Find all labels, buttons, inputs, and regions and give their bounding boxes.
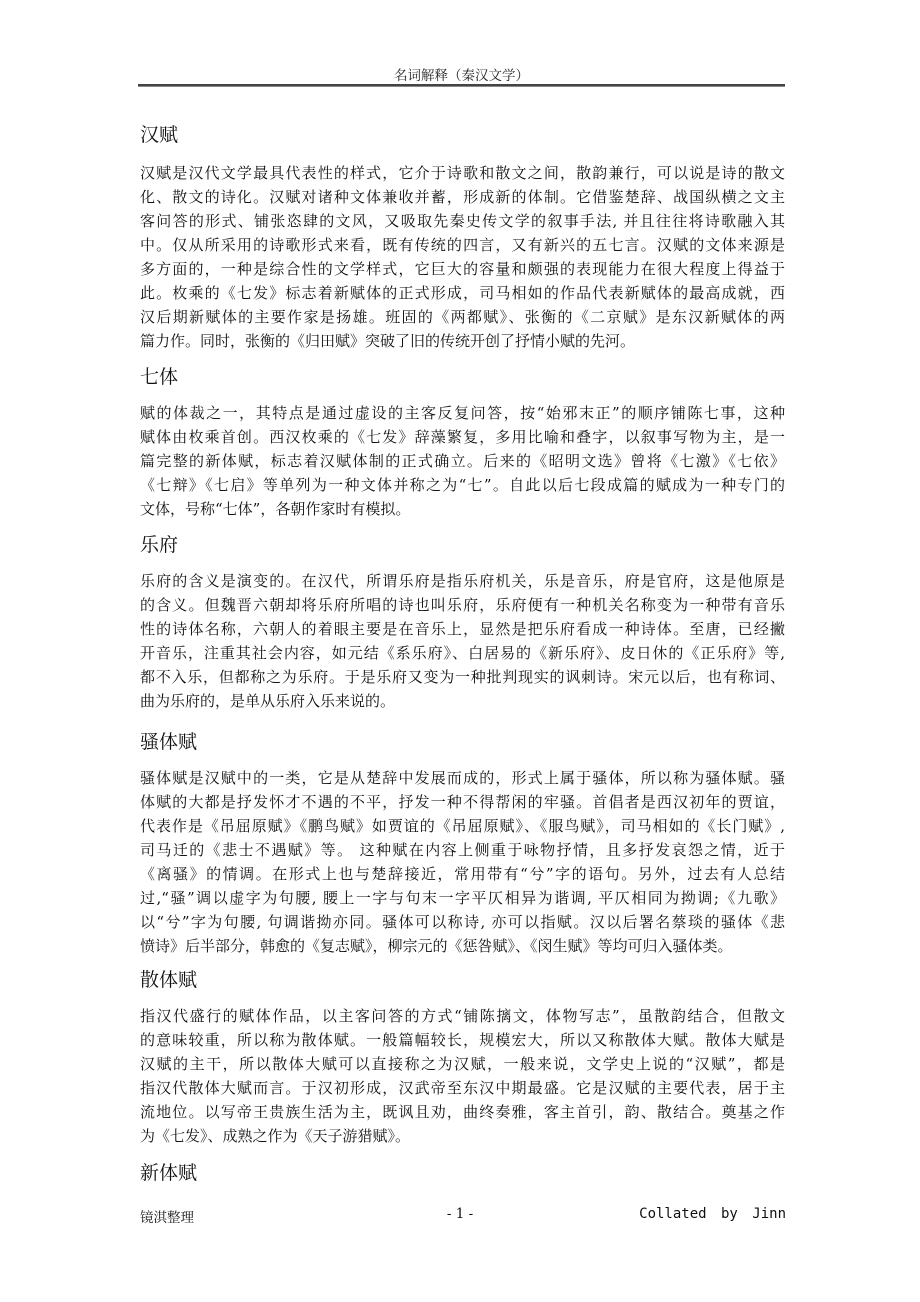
paragraph-line: 性的诗体名称，六朝人的着眼主要是在音乐上，显然是把乐府看成一种诗体。至唐，已经撇 (140, 620, 785, 638)
paragraph-line: 指汉代散体大赋而言。于汉初形成，汉武帝至东汉中期最盛。它是汉赋的主要代表，居于主 (140, 1079, 785, 1097)
paragraph-line: 汉后期新赋体的主要作家是扬雄。班固的《两都赋》、张衡的《二京赋》是东汉新赋体的两 (140, 308, 785, 326)
paragraph-line: 此。枚乘的《七发》标志着新赋体的正式形成，司马相如的作品代表新赋体的最高成就，西 (140, 284, 785, 302)
paragraph-line: 曲为乐府的，是单从乐府入乐来说的。 (140, 692, 396, 710)
paragraph-line: 司马迁的《悲士不遇赋》等。 这种赋在内容上侧重于咏物抒情，且多抒发哀怨之情，近于 (140, 841, 785, 859)
paragraph-line: 的意味较重，所以称为散体赋。一般篇幅较长，规模宏大，所以又称散体大赋。散体大赋是 (140, 1031, 785, 1049)
paragraph-line: 愤诗》后半部分，韩愈的《复志赋》，柳宗元的《惩咎赋》、《闵生赋》等均可归入骚体类。 (140, 937, 733, 955)
paragraph-line: 多方面的，一种是综合性的文学样式，它巨大的容量和颇强的表现能力在很大程度上得益于 (140, 260, 785, 278)
section-heading: 汉赋 (140, 124, 179, 146)
section-heading: 骚体赋 (140, 731, 198, 753)
paragraph-line: 乐府的含义是演变的。在汉代，所谓乐府是指乐府机关，乐是音乐，府是官府，这是他原是 (140, 572, 785, 590)
paragraph-line: 汉赋是汉代文学最具代表性的样式，它介于诗歌和散文之间，散韵兼行，可以说是诗的散文 (140, 164, 785, 182)
paragraph-line: 的含义。但魏晋六朝却将乐府所唱的诗也叫乐府，乐府便有一种机关名称变为一种带有音乐 (140, 596, 785, 614)
section-paragraph (140, 766, 785, 958)
paragraph-line: 化、散文的诗化。汉赋对诸种文体兼收并蓄，形成新的体制。它借鉴楚辞、战国纵横之文主 (140, 188, 785, 206)
paragraph-line: 以“兮”字为句腰, 句调谐拗亦同。骚体可以称诗, 亦可以指赋。汉以后署名蔡琰的骚体《悲 (140, 913, 785, 931)
paragraph-line: 开音乐，注重其社会内容，如元结《系乐府》、白居易的《新乐府》、皮日休的《正乐府》等, (140, 644, 785, 662)
paragraph-line: 都不入乐，但都称之为乐府。于是乐府又变为一种批判现实的讽刺诗。宋元以后，也有称词、 (140, 668, 785, 686)
section-heading: 散体赋 (140, 969, 198, 991)
paragraph-line: 过,“骚”调以虚字为句腰, 腰上一字与句末一字平仄相异为谐调, 平仄相同为拗调;《九歌》 (140, 889, 785, 907)
paragraph-line: 赋体由枚乘首创。西汉枚乘的《七发》辞藻繁复，多用比喻和叠字，以叙事写物为主，是一 (140, 428, 785, 446)
paragraph-line: 流地位。以写帝王贵族生活为主，既讽且劝，曲终奏雅，客主首引，韵、散结合。奠基之作 (140, 1103, 785, 1121)
paragraph-line: 客问答的形式、铺张恣肆的文风，又吸取先秦史传文学的叙事手法, 并且往往将诗歌融入其 (140, 212, 785, 230)
paragraph-line: 赋的体裁之一，其特点是通过虚设的主客反复问答，按“始邪末正”的顺序铺陈七事，这种 (140, 404, 785, 422)
page-header-title: 名词解释（秦汉文学） (394, 68, 529, 84)
paragraph-line: 为《七发》、成熟之作为《天子游猎赋》。 (140, 1127, 411, 1145)
paragraph-line: 《七辩》《七启》等单列为一种文体并称之为“七”。自此以后七段成篇的赋成为一种专门的 (140, 476, 785, 494)
paragraph-line: 骚体赋是汉赋中的一类，它是从楚辞中发展而成的，形式上属于骚体，所以称为骚体赋。骚 (140, 769, 785, 787)
section-paragraph (140, 401, 785, 521)
page-number: - 1 - (446, 1206, 474, 1222)
section-paragraph (140, 569, 785, 713)
section-heading: 七体 (140, 366, 179, 388)
paragraph-line: 篇完整的新体赋，标志着汉赋体制的正式确立。后来的《昭明文选》曾将《七激》《七依》 (140, 452, 785, 470)
paragraph-line: 中。仅从所采用的诗歌形式来看，既有传统的四言，又有新兴的五七言。汉赋的文体来源是 (140, 236, 785, 254)
section-heading: 新体赋 (140, 1162, 198, 1184)
footer-compiler: 镜淇整理 (140, 1210, 194, 1226)
paragraph-line: 代表作是《吊屈原赋》《鹏鸟赋》如贾谊的《吊屈原赋》、《服鸟赋》，司马相如的《长门赋》, (140, 817, 785, 835)
header-rule (138, 84, 785, 87)
paragraph-line: 文体，号称“七体”，各朝作家时有模拟。 (140, 500, 411, 518)
paragraph-line: 体赋的大都是抒发怀才不遇的不平，抒发一种不得帮闲的牢骚。首倡者是西汉初年的贾谊， (140, 793, 785, 811)
paragraph-line: 《离骚》的情调。在形式上也与楚辞接近，常用带有“兮”字的语句。另外，过去有人总结 (140, 865, 785, 883)
section-paragraph (140, 1004, 785, 1148)
paragraph-line: 指汉代盛行的赋体作品，以主客问答的方式“铺陈摛文，体物写志”，虽散韵结合，但散文 (140, 1007, 785, 1025)
paragraph-line: 篇力作。同时，张衡的《归田赋》突破了旧的传统开创了抒情小赋的先河。 (140, 332, 636, 350)
section-heading: 乐府 (140, 534, 179, 556)
footer-collated-by: Collated by Jinn (639, 1206, 786, 1222)
section-paragraph (140, 161, 785, 353)
paragraph-line: 汉赋的主干，所以散体大赋可以直接称之为汉赋，一般来说，文学史上说的“汉赋”，都是 (140, 1055, 785, 1073)
